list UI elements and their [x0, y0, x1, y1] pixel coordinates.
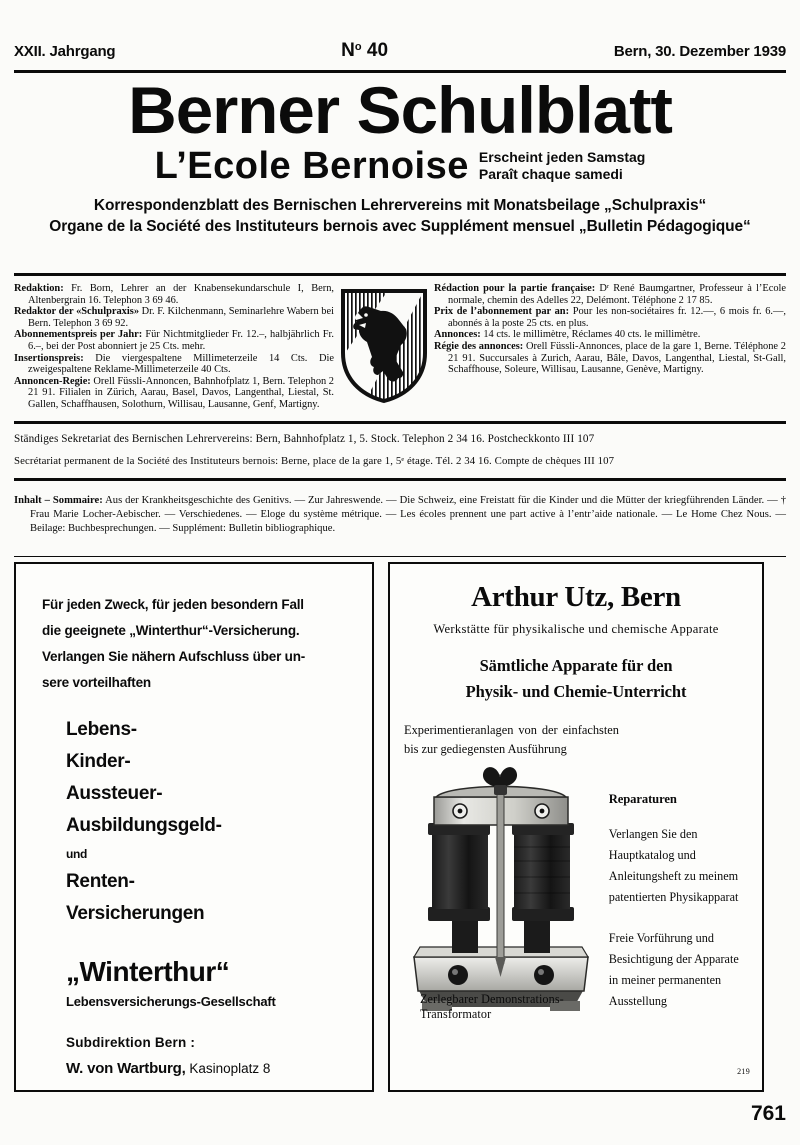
- ad-arthur-utz[interactable]: [388, 562, 764, 1092]
- agent-address: Kasinoplatz 8: [185, 1061, 271, 1076]
- advertisement-area: [14, 562, 786, 1092]
- editorial-entry: Prix de l’abonnement par an: Pour les non-sociétaires fr. 12.—, 6 mois fr. 6.—, abonnés à la poste 25 cts. en plus.: [434, 306, 786, 329]
- ad-utz-heading: [404, 653, 748, 705]
- editorial-entry: Redaktion: Fr. Born, Lehrer an der Knabensekundarschule I, Bern, Altenbergrain 16. Telephon 3 69 46.: [14, 283, 334, 306]
- contents-block: [14, 494, 786, 537]
- frequency-fr: Paraît chaque samedi: [478, 166, 623, 182]
- contents-label: Inhalt – Sommaire:: [14, 495, 103, 506]
- intro-line: Für jeden Zweck, für jeden besondern Fall: [42, 597, 304, 612]
- issue-number-label: $N^o$ 40: [341, 40, 389, 61]
- place-date-label: Bern, 30. Dezember 1939: [613, 43, 786, 60]
- intro-line: die geeignete „Winterthur“-Versicherung.: [42, 623, 300, 638]
- intro-line: sere vorteilhaften: [42, 675, 151, 690]
- editorial-entry: Annoncen-Regie: Orell Füssli-Annoncen, Bahnhofplatz 1, Bern. Telephon 2 21 91. Filialen in Zürich, Aarau, Basel, Davos, Langenthal, Liestal, St. Gallen, Schaffhausen, Solothurn, Willisau, Lausanne, Genf, Martigny.: [14, 375, 334, 410]
- product-item: Kinder-: [66, 751, 131, 772]
- editorial-info-box: [14, 283, 786, 419]
- ad-utz-figure-code: 219: [737, 1067, 750, 1076]
- subtitle-de: Korrespondenzblatt des Bernischen Lehrervereins mit Monatsbeilage „Schulpraxis“: [93, 197, 707, 214]
- masthead-subtitles: [14, 195, 786, 237]
- ad-winterthur-intro: [42, 592, 350, 696]
- ad-winterthur-products: [42, 714, 350, 930]
- ad-utz-side-column: [601, 765, 748, 1032]
- editorial-entry: Abonnementspreis per Jahr: Für Nichtmitglieder Fr. 12.–, halbjährlich Fr. 6.–, bei der Post abonniert je 25 Cts. mehr.: [14, 329, 334, 352]
- volume-label: XXII. Jahrgang: [14, 43, 116, 60]
- demonstration-transformer-icon: [406, 761, 596, 1011]
- ad-winterthur-agent: [42, 1060, 350, 1077]
- subtitle-fr: Organe de la Société des Instituteurs bernois avec Supplément mensuel „Bulletin Pédagogique“: [49, 218, 751, 235]
- heading-line: Sämtliche Apparate für den: [479, 656, 673, 675]
- rule-above-editorial: [14, 273, 786, 276]
- frequency-de: Erscheint jeden Samstag: [478, 149, 646, 165]
- editorial-entry: Redaktor der «Schulpraxis» Dr. F. Kilchenmann, Seminarlehre Wabern bei Bern. Telephon 3 69 92.: [14, 306, 334, 329]
- ad-winterthur-brand-sub: Lebensversicherungs-Gesellschaft: [66, 994, 276, 1009]
- page-number: 761: [750, 1102, 786, 1125]
- ad-utz-body: Experimentieranlagen von der einfachsten bis zur gediegensten Ausführung: [404, 723, 619, 756]
- secretariat-block: [14, 428, 786, 476]
- rule-below-editorial: [14, 421, 786, 424]
- secretariat-line-de: Ständiges Sekretariat des Bernischen Lehrervereins: Bern, Bahnhofplatz 1, 5. Stock. Telephon 2 34 16. Postcheckkonto III 107: [14, 433, 595, 445]
- rule-above-ads: [14, 556, 786, 557]
- ad-winterthur-subdirection-label: Subdirektion Bern :: [66, 1035, 196, 1050]
- editorial-entry: Régie des annonces: Orell Füssli-Annonces, place de la gare 1, Berne. Téléphone 2 21 91. Succursales à Zurich, Aarau, Bâle, Davos, Langenthal, Liestal, St-Gall, Schaffhouse, Soleure, Willisau, Lausanne, Genève, Martigny.: [434, 340, 786, 376]
- editorial-entry: Annonces: 14 cts. le millimètre, Réclames 40 cts. le millimètre.: [434, 329, 701, 341]
- product-item: Lebens-: [66, 719, 137, 740]
- ad-utz-subtitle: Werkstätte für physikalische und chemische Apparate: [433, 622, 719, 636]
- ad-utz-title: Arthur Utz, Bern: [471, 581, 681, 613]
- editorial-entry: Insertionspreis: Die viergespaltene Millimeterzeile 14 Cts. Die zweigespaltene Reklame-Millimeterzeile 40 Cts.: [14, 352, 334, 376]
- intro-line: Verlangen Sie nähern Aufschluss über un-: [42, 649, 306, 664]
- agent-name: W. von Wartburg,: [66, 1060, 186, 1077]
- coat-of-arms: [336, 283, 432, 419]
- editorial-column-german: [14, 283, 334, 419]
- masthead-title-fr: L’Ecole Bernoise: [154, 145, 469, 187]
- product-item: Ausbildungsgeld-: [66, 815, 222, 836]
- ad-utz-side-block-2: Freie Vorführung und Besichtigung der Apparate in meiner permanenten Ausstellung: [608, 931, 739, 1008]
- ad-winterthur-brand: „Winterthur“: [66, 956, 230, 987]
- masthead: [14, 73, 786, 237]
- ad-utz-figure-column: [404, 765, 601, 1032]
- ad-utz-side-heading: Reparaturen: [608, 792, 677, 806]
- product-item: Renten-: [66, 871, 135, 892]
- editorial-entry: Rédaction pour la partie française: Dʳ René Baumgartner, Professeur à l’Ecole normale, chemin des Adelles 22, Delémont. Téléphone 2 17 85.: [434, 283, 787, 306]
- contents-text: Inhalt – Sommaire: Aus der Krankheitsgeschichte des Genitivs. — Zur Jahreswende. — Die Schweiz, eine Freistatt für die Kinder und die Mütter der kriegführenden Länder. — † Frau Marie Locher-Aebischer. — Verschiedenes. — Eloge du système métrique. — Les écoles prennent une part active à l’entr’aide nationale. — Le Home Chez Nous. — Beilage: Buchbesprechungen. — Supplément: Bulletin bibliographique.: [14, 495, 787, 535]
- product-conjunction: und: [66, 847, 88, 861]
- masthead-title-de: Berner Schulblatt: [128, 73, 672, 147]
- bern-bear-shield-icon: [339, 287, 429, 405]
- product-item: Aussteuer-: [66, 783, 163, 804]
- heading-line: Physik- und Chemie-Unterricht: [465, 682, 687, 701]
- ad-utz-side-block-1: Verlangen Sie den Hauptkatalog und Anleitungsheft zu meinem patentierten Physikapparat: [608, 827, 739, 904]
- rule-below-secretariat: [14, 478, 786, 481]
- product-item: Versicherungen: [66, 903, 205, 924]
- editorial-column-french: [434, 283, 786, 419]
- issue-header-line: [14, 40, 786, 62]
- ad-winterthur[interactable]: [14, 562, 374, 1092]
- masthead-frequency: [479, 149, 646, 186]
- ad-utz-figure-caption: Zerlegbarer Demonstrations-Transformator: [420, 992, 564, 1021]
- secretariat-line-fr: Secrétariat permanent de la Société des Instituteurs bernois: Berne, place de la gare 1, 5ᵉ étage. Tél. 2 34 16. Compte de chèques III 107: [14, 455, 615, 467]
